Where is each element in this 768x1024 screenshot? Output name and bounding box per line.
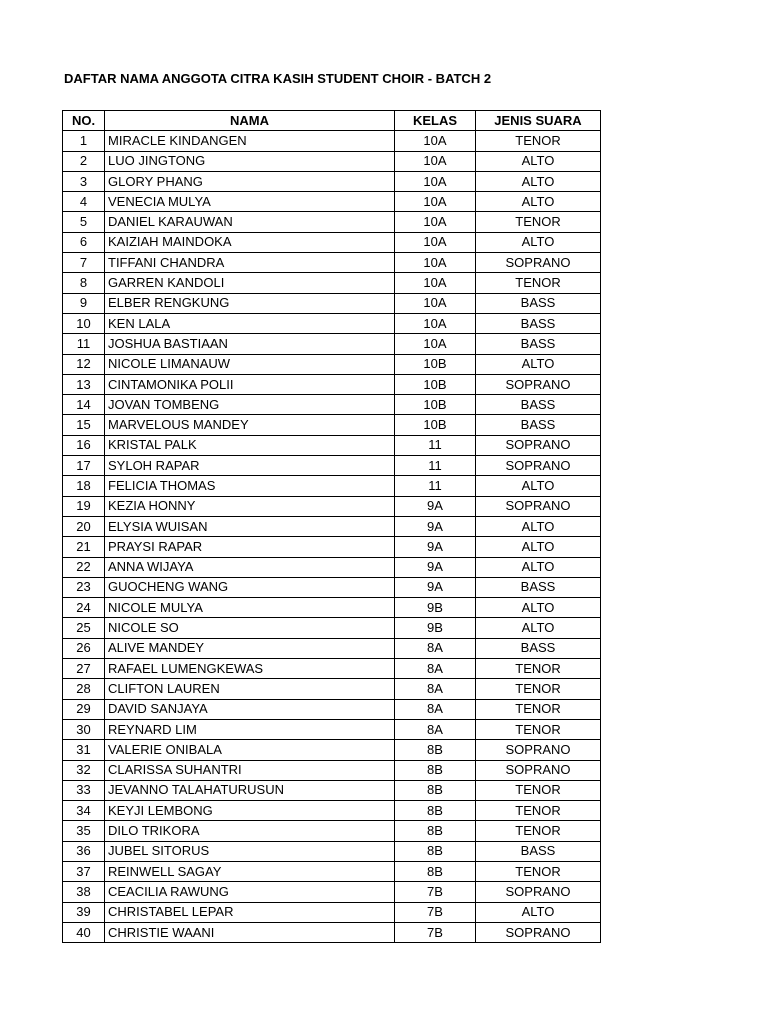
table-row <box>63 861 601 881</box>
cell-kelas: 8B <box>395 821 476 841</box>
cell-no: 21 <box>63 537 105 557</box>
cell-kelas: 10A <box>395 151 476 171</box>
cell-no: 27 <box>63 659 105 679</box>
cell-no: 8 <box>63 273 105 293</box>
cell-kelas: 9A <box>395 557 476 577</box>
cell-no: 22 <box>63 557 105 577</box>
cell-nama: KEYJI LEMBONG <box>105 801 395 821</box>
table-row <box>63 537 601 557</box>
cell-jenis-suara: SOPRANO <box>476 882 601 902</box>
cell-nama: RAFAEL LUMENGKEWAS <box>105 659 395 679</box>
table-row <box>63 760 601 780</box>
table-row <box>63 151 601 171</box>
cell-no: 39 <box>63 902 105 922</box>
table-row <box>63 476 601 496</box>
cell-jenis-suara: SOPRANO <box>476 253 601 273</box>
table-row <box>63 313 601 333</box>
cell-no: 30 <box>63 719 105 739</box>
cell-kelas: 8A <box>395 659 476 679</box>
cell-jenis-suara: ALTO <box>476 151 601 171</box>
table-row <box>63 780 601 800</box>
cell-no: 19 <box>63 496 105 516</box>
cell-jenis-suara: BASS <box>476 415 601 435</box>
cell-no: 32 <box>63 760 105 780</box>
cell-jenis-suara: TENOR <box>476 780 601 800</box>
table-row <box>63 679 601 699</box>
cell-jenis-suara: TENOR <box>476 861 601 881</box>
cell-kelas: 8B <box>395 740 476 760</box>
header-jenis-suara: JENIS SUARA <box>476 111 601 131</box>
cell-kelas: 10A <box>395 212 476 232</box>
cell-nama: PRAYSI RAPAR <box>105 537 395 557</box>
table-row <box>63 456 601 476</box>
cell-kelas: 10A <box>395 171 476 191</box>
table-row <box>63 659 601 679</box>
cell-jenis-suara: ALTO <box>476 537 601 557</box>
cell-kelas: 9B <box>395 618 476 638</box>
cell-jenis-suara: TENOR <box>476 699 601 719</box>
cell-nama: REINWELL SAGAY <box>105 861 395 881</box>
cell-kelas: 10A <box>395 253 476 273</box>
cell-nama: MIRACLE KINDANGEN <box>105 131 395 151</box>
cell-kelas: 10B <box>395 415 476 435</box>
cell-kelas: 8A <box>395 638 476 658</box>
table-row <box>63 882 601 902</box>
cell-no: 35 <box>63 821 105 841</box>
cell-no: 40 <box>63 922 105 942</box>
cell-kelas: 10B <box>395 354 476 374</box>
cell-jenis-suara: TENOR <box>476 131 601 151</box>
cell-kelas: 8B <box>395 760 476 780</box>
cell-jenis-suara: BASS <box>476 293 601 313</box>
cell-kelas: 8B <box>395 861 476 881</box>
cell-jenis-suara: BASS <box>476 313 601 333</box>
cell-nama: JOSHUA BASTIAAN <box>105 334 395 354</box>
cell-nama: CINTAMONIKA POLII <box>105 374 395 394</box>
table-row <box>63 131 601 151</box>
cell-nama: GARREN KANDOLI <box>105 273 395 293</box>
table-row <box>63 354 601 374</box>
cell-nama: KEN LALA <box>105 313 395 333</box>
cell-nama: DAVID SANJAYA <box>105 699 395 719</box>
cell-kelas: 10A <box>395 293 476 313</box>
cell-no: 13 <box>63 374 105 394</box>
cell-jenis-suara: BASS <box>476 334 601 354</box>
cell-nama: CHRISTABEL LEPAR <box>105 902 395 922</box>
cell-kelas: 10A <box>395 192 476 212</box>
cell-no: 12 <box>63 354 105 374</box>
cell-jenis-suara: BASS <box>476 395 601 415</box>
cell-no: 9 <box>63 293 105 313</box>
cell-nama: DANIEL KARAUWAN <box>105 212 395 232</box>
table-row <box>63 618 601 638</box>
cell-nama: NICOLE LIMANAUW <box>105 354 395 374</box>
cell-nama: ELBER RENGKUNG <box>105 293 395 313</box>
cell-no: 5 <box>63 212 105 232</box>
cell-kelas: 9A <box>395 577 476 597</box>
cell-jenis-suara: TENOR <box>476 821 601 841</box>
cell-kelas: 7B <box>395 882 476 902</box>
cell-nama: JOVAN TOMBENG <box>105 395 395 415</box>
table-row <box>63 171 601 191</box>
cell-jenis-suara: SOPRANO <box>476 456 601 476</box>
cell-nama: KAIZIAH MAINDOKA <box>105 232 395 252</box>
cell-kelas: 10A <box>395 273 476 293</box>
cell-nama: KEZIA HONNY <box>105 496 395 516</box>
cell-no: 23 <box>63 577 105 597</box>
cell-jenis-suara: BASS <box>476 841 601 861</box>
cell-jenis-suara: TENOR <box>476 719 601 739</box>
cell-nama: CLIFTON LAUREN <box>105 679 395 699</box>
choir-roster-table <box>62 110 601 943</box>
cell-jenis-suara: ALTO <box>476 232 601 252</box>
header-kelas: KELAS <box>395 111 476 131</box>
table-row <box>63 902 601 922</box>
cell-nama: KRISTAL PALK <box>105 435 395 455</box>
cell-kelas: 8A <box>395 679 476 699</box>
cell-no: 16 <box>63 435 105 455</box>
cell-kelas: 8A <box>395 719 476 739</box>
cell-nama: ANNA WIJAYA <box>105 557 395 577</box>
table-row <box>63 598 601 618</box>
cell-jenis-suara: TENOR <box>476 679 601 699</box>
table-row <box>63 557 601 577</box>
cell-kelas: 9A <box>395 537 476 557</box>
table-row <box>63 719 601 739</box>
cell-no: 6 <box>63 232 105 252</box>
cell-nama: NICOLE MULYA <box>105 598 395 618</box>
cell-jenis-suara: SOPRANO <box>476 496 601 516</box>
cell-jenis-suara: ALTO <box>476 192 601 212</box>
cell-nama: DILO TRIKORA <box>105 821 395 841</box>
table-body <box>63 131 601 943</box>
cell-jenis-suara: TENOR <box>476 801 601 821</box>
cell-kelas: 8A <box>395 699 476 719</box>
cell-no: 37 <box>63 861 105 881</box>
cell-no: 3 <box>63 171 105 191</box>
cell-nama: SYLOH RAPAR <box>105 456 395 476</box>
cell-no: 25 <box>63 618 105 638</box>
cell-kelas: 11 <box>395 456 476 476</box>
cell-nama: JUBEL SITORUS <box>105 841 395 861</box>
cell-kelas: 11 <box>395 476 476 496</box>
header-no: NO. <box>63 111 105 131</box>
cell-no: 31 <box>63 740 105 760</box>
table-row <box>63 577 601 597</box>
cell-no: 14 <box>63 395 105 415</box>
table-row <box>63 740 601 760</box>
cell-nama: CLARISSA SUHANTRI <box>105 760 395 780</box>
header-nama: NAMA <box>105 111 395 131</box>
cell-jenis-suara: SOPRANO <box>476 922 601 942</box>
cell-no: 28 <box>63 679 105 699</box>
cell-no: 15 <box>63 415 105 435</box>
cell-no: 20 <box>63 516 105 536</box>
cell-nama: VENECIA MULYA <box>105 192 395 212</box>
cell-jenis-suara: ALTO <box>476 598 601 618</box>
cell-kelas: 10B <box>395 374 476 394</box>
cell-no: 33 <box>63 780 105 800</box>
cell-nama: REYNARD LIM <box>105 719 395 739</box>
table-row <box>63 232 601 252</box>
cell-no: 10 <box>63 313 105 333</box>
cell-nama: GUOCHENG WANG <box>105 577 395 597</box>
cell-no: 4 <box>63 192 105 212</box>
cell-jenis-suara: ALTO <box>476 557 601 577</box>
cell-jenis-suara: ALTO <box>476 618 601 638</box>
cell-kelas: 9A <box>395 516 476 536</box>
cell-no: 26 <box>63 638 105 658</box>
cell-nama: NICOLE SO <box>105 618 395 638</box>
cell-kelas: 10A <box>395 232 476 252</box>
cell-nama: ELYSIA WUISAN <box>105 516 395 536</box>
cell-jenis-suara: BASS <box>476 638 601 658</box>
table-row <box>63 293 601 313</box>
table-row <box>63 496 601 516</box>
table-header <box>63 111 601 131</box>
cell-nama: JEVANNO TALAHATURUSUN <box>105 780 395 800</box>
cell-kelas: 10A <box>395 334 476 354</box>
table-row <box>63 922 601 942</box>
table-row <box>63 841 601 861</box>
table-row <box>63 192 601 212</box>
cell-jenis-suara: BASS <box>476 577 601 597</box>
cell-kelas: 8B <box>395 841 476 861</box>
cell-nama: ALIVE MANDEY <box>105 638 395 658</box>
cell-no: 36 <box>63 841 105 861</box>
cell-no: 38 <box>63 882 105 902</box>
table-row <box>63 212 601 232</box>
cell-nama: VALERIE ONIBALA <box>105 740 395 760</box>
table-row <box>63 516 601 536</box>
cell-no: 17 <box>63 456 105 476</box>
cell-nama: TIFFANI CHANDRA <box>105 253 395 273</box>
cell-nama: LUO JINGTONG <box>105 151 395 171</box>
cell-jenis-suara: ALTO <box>476 476 601 496</box>
cell-nama: FELICIA THOMAS <box>105 476 395 496</box>
cell-kelas: 10A <box>395 131 476 151</box>
cell-jenis-suara: ALTO <box>476 902 601 922</box>
cell-kelas: 8B <box>395 780 476 800</box>
cell-kelas: 10A <box>395 313 476 333</box>
cell-no: 11 <box>63 334 105 354</box>
cell-no: 18 <box>63 476 105 496</box>
cell-no: 2 <box>63 151 105 171</box>
cell-jenis-suara: TENOR <box>476 212 601 232</box>
cell-jenis-suara: SOPRANO <box>476 760 601 780</box>
cell-jenis-suara: SOPRANO <box>476 435 601 455</box>
cell-no: 1 <box>63 131 105 151</box>
table-row <box>63 253 601 273</box>
table-row <box>63 374 601 394</box>
cell-kelas: 9B <box>395 598 476 618</box>
cell-jenis-suara: SOPRANO <box>476 374 601 394</box>
cell-kelas: 11 <box>395 435 476 455</box>
cell-jenis-suara: TENOR <box>476 659 601 679</box>
cell-jenis-suara: ALTO <box>476 354 601 374</box>
table-row <box>63 273 601 293</box>
cell-kelas: 9A <box>395 496 476 516</box>
cell-no: 29 <box>63 699 105 719</box>
table-row <box>63 801 601 821</box>
cell-nama: GLORY PHANG <box>105 171 395 191</box>
table-row <box>63 415 601 435</box>
header-row <box>63 111 601 131</box>
table-row <box>63 334 601 354</box>
cell-jenis-suara: ALTO <box>476 171 601 191</box>
table-row <box>63 638 601 658</box>
table-row <box>63 821 601 841</box>
cell-nama: CEACILIA RAWUNG <box>105 882 395 902</box>
cell-kelas: 7B <box>395 922 476 942</box>
table-row <box>63 435 601 455</box>
cell-jenis-suara: ALTO <box>476 516 601 536</box>
cell-jenis-suara: SOPRANO <box>476 740 601 760</box>
table-row <box>63 395 601 415</box>
table-row <box>63 699 601 719</box>
cell-no: 34 <box>63 801 105 821</box>
cell-no: 7 <box>63 253 105 273</box>
cell-no: 24 <box>63 598 105 618</box>
cell-kelas: 7B <box>395 902 476 922</box>
cell-nama: MARVELOUS MANDEY <box>105 415 395 435</box>
cell-kelas: 10B <box>395 395 476 415</box>
cell-kelas: 8B <box>395 801 476 821</box>
cell-jenis-suara: TENOR <box>476 273 601 293</box>
document-title: DAFTAR NAMA ANGGOTA CITRA KASIH STUDENT CHOIR - BATCH 2 <box>64 71 492 86</box>
cell-nama: CHRISTIE WAANI <box>105 922 395 942</box>
